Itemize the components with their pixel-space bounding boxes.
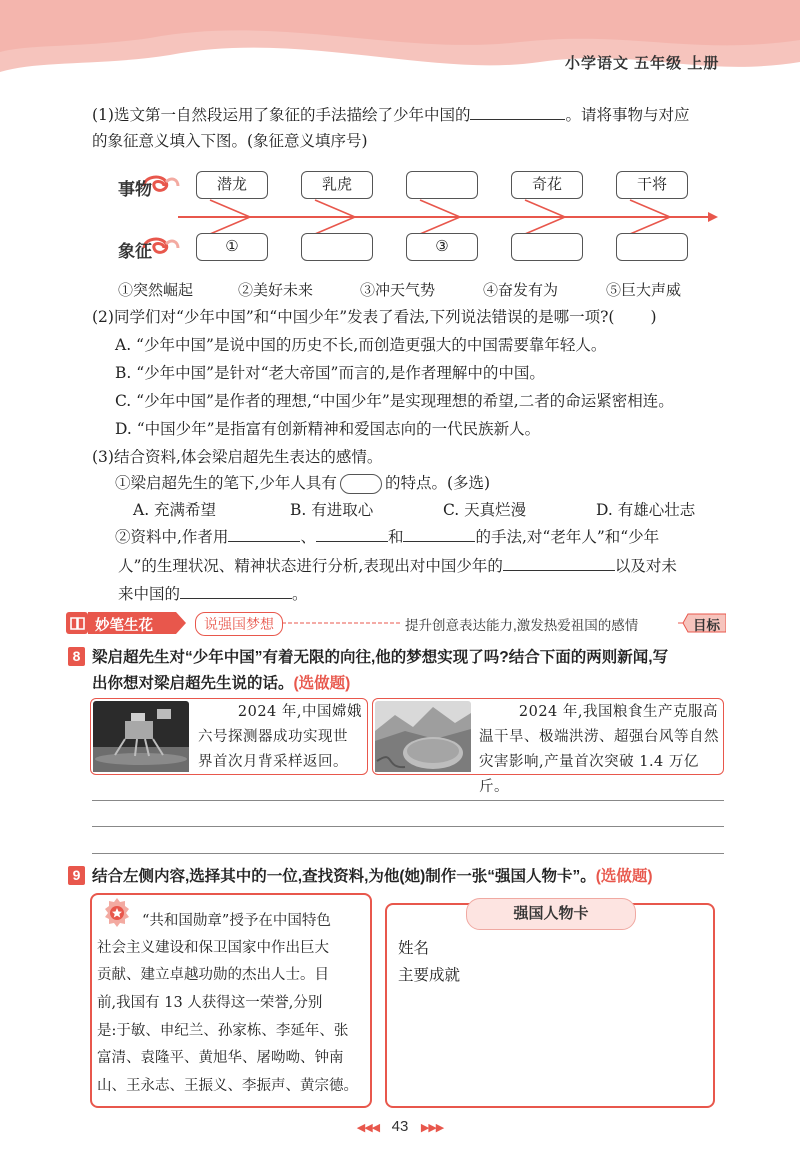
header-band — [0, 0, 800, 95]
q3-choice-c[interactable]: C. 天真烂漫 — [443, 501, 527, 519]
q1-line1: (1)选文第一自然段运用了象征的手法描绘了少年中国的 。请将事物与对应 — [92, 106, 690, 124]
hero-card — [385, 903, 715, 1108]
symbol-option-4: ④奋发有为 — [483, 281, 559, 299]
q8-number: 8 — [68, 647, 85, 666]
page-footer — [0, 1118, 800, 1135]
q3-blank-3[interactable] — [403, 526, 475, 542]
q8-line2: 出你想对梁启超先生说的话。(选做题) — [92, 675, 351, 692]
next-arrows-icon: ▶▶▶ — [420, 1122, 444, 1134]
page-number: 43 — [391, 1118, 409, 1135]
q2-option-a[interactable]: A. “少年中国”是说中国的历史不长,而创造更强大的中国需要靠年轻人。 — [115, 336, 607, 354]
answer-line-2[interactable] — [92, 826, 724, 827]
symbol-option-5: ⑤巨大声威 — [606, 281, 682, 299]
medal-text-1: “共和国勋章”授予在中国特色 — [142, 913, 331, 929]
symbol-box-5[interactable] — [616, 233, 688, 261]
q8-line1: 梁启超先生对“少年中国”有着无限的向往,他的梦想实现了吗?结合下面的两则新闻,写 — [92, 649, 669, 666]
prev-arrows-icon: ◀◀◀ — [356, 1122, 380, 1134]
symbol-box-2[interactable] — [301, 233, 373, 261]
symbol-box-3[interactable]: ③ — [406, 233, 478, 261]
medal-text-2: 社会主义建设和保卫国家中作出巨大 — [97, 940, 329, 956]
q2-option-c[interactable]: C. “少年中国”是作者的理想,“中国少年”是实现理想的希望,二者的命运紧密相连。 — [115, 392, 674, 410]
q3-blank-4[interactable] — [503, 555, 615, 571]
q2-option-b[interactable]: B. “少年中国”是针对“老大帝国”而言的,是作者理解中的中国。 — [115, 364, 545, 382]
q3-blank-2[interactable] — [316, 526, 388, 542]
q2-answer-paren[interactable] — [617, 308, 647, 328]
q3-sub2-line3: 来中国的 。 — [118, 585, 308, 603]
thing-box-2: 乳虎 — [301, 171, 373, 199]
thing-box-3[interactable] — [406, 171, 478, 199]
news-2-text: 2024 年,我国粮食生产克服高 温干旱、极端洪涝、超强台风等自然 灾害影响,产量首次突破 1.4 万亿斤。 — [479, 704, 719, 795]
medal-text-3: 贡献、建立卓越功勋的杰出人士。目 — [97, 967, 329, 983]
thing-box-1: 潜龙 — [196, 171, 268, 199]
news-1-text: 2024 年,中国嫦娥 六号探测器成功实现世 界首次月背采样返回。 — [198, 704, 362, 770]
q9-line: 结合左侧内容,选择其中的一位,查找资料,为他(她)制作一张“强国人物卡”。(选做题) — [92, 868, 653, 885]
thing-box-4: 奇花 — [511, 171, 583, 199]
q9-number: 9 — [68, 866, 85, 885]
grain-photo — [375, 701, 471, 772]
row-label-symbol: 象征 — [118, 242, 152, 261]
card-name-label[interactable]: 姓名 — [398, 940, 430, 957]
q3-stem: (3)结合资料,体会梁启超先生表达的感情。 — [92, 448, 383, 466]
q3-sub1-paren[interactable] — [340, 474, 382, 494]
q3-choice-a[interactable]: A. 充满希望 — [133, 501, 217, 519]
q3-sub1: ①梁启超先生的笔下,少年人具有 的特点。(多选) — [115, 474, 491, 492]
symbol-option-1: ①突然崛起 — [118, 281, 194, 299]
q1-line2: 的象征意义填入下图。(象征意义填序号) — [92, 132, 368, 150]
q3-sub2-line2: 人”的生理状况、精神状态进行分析,表现出对中国少年的 以及对未 — [118, 557, 677, 575]
section-topic: 说强国梦想 — [195, 612, 283, 636]
q1-blank[interactable] — [470, 104, 565, 120]
q3-choice-b[interactable]: B. 有进取心 — [290, 501, 374, 519]
q3-blank-5[interactable] — [180, 583, 292, 599]
section-goal-tag: 目标 — [693, 618, 720, 633]
thing-box-5: 干将 — [616, 171, 688, 199]
header-subject: 小学语文 五年级 上册 — [565, 55, 720, 72]
symbol-box-4[interactable] — [511, 233, 583, 261]
q2-option-d[interactable]: D. “中国少年”是指富有创新精神和爱国志向的一代民族新人。 — [115, 420, 541, 438]
row-label-thing: 事物 — [118, 180, 152, 199]
symbol-option-2: ②美好未来 — [238, 281, 314, 299]
answer-line-1[interactable] — [92, 800, 724, 801]
section-goal: 提升创意表达能力,激发热爱祖国的感情 — [405, 618, 639, 633]
medal-text-5: 是:于敏、申纪兰、孙家栋、李延年、张 — [97, 1023, 349, 1039]
symbol-option-3: ③冲天气势 — [360, 281, 436, 299]
q8-optional-tag: (选做题) — [293, 675, 351, 692]
answer-line-3[interactable] — [92, 853, 724, 854]
q3-choice-d[interactable]: D. 有雄心壮志 — [596, 501, 696, 519]
q3-blank-1[interactable] — [228, 526, 300, 542]
q9-optional-tag: (选做题) — [595, 868, 653, 885]
symbol-box-1[interactable]: ① — [196, 233, 268, 261]
q3-sub2-line1: ②资料中,作者用 、 和 的手法,对“老年人”和“少年 — [115, 528, 660, 546]
hero-card-title: 强国人物卡 — [466, 898, 636, 930]
medal-icon — [102, 896, 132, 930]
section-name: 妙笔生花 — [95, 618, 153, 634]
medal-text-6: 富清、袁隆平、黄旭华、屠呦呦、钟南 — [97, 1050, 344, 1066]
moon-probe-photo — [93, 701, 189, 772]
card-achievement-label[interactable]: 主要成就 — [398, 967, 461, 984]
medal-text-4: 前,我国有 13 人获得这一荣誉,分别 — [97, 995, 323, 1011]
q2-stem: (2)同学们对“少年中国”和“中国少年”发表了看法,下列说法错误的是哪一项?( ) — [92, 308, 657, 326]
medal-text-7: 山、王永志、王振义、李振声、黄宗德。 — [97, 1078, 358, 1094]
